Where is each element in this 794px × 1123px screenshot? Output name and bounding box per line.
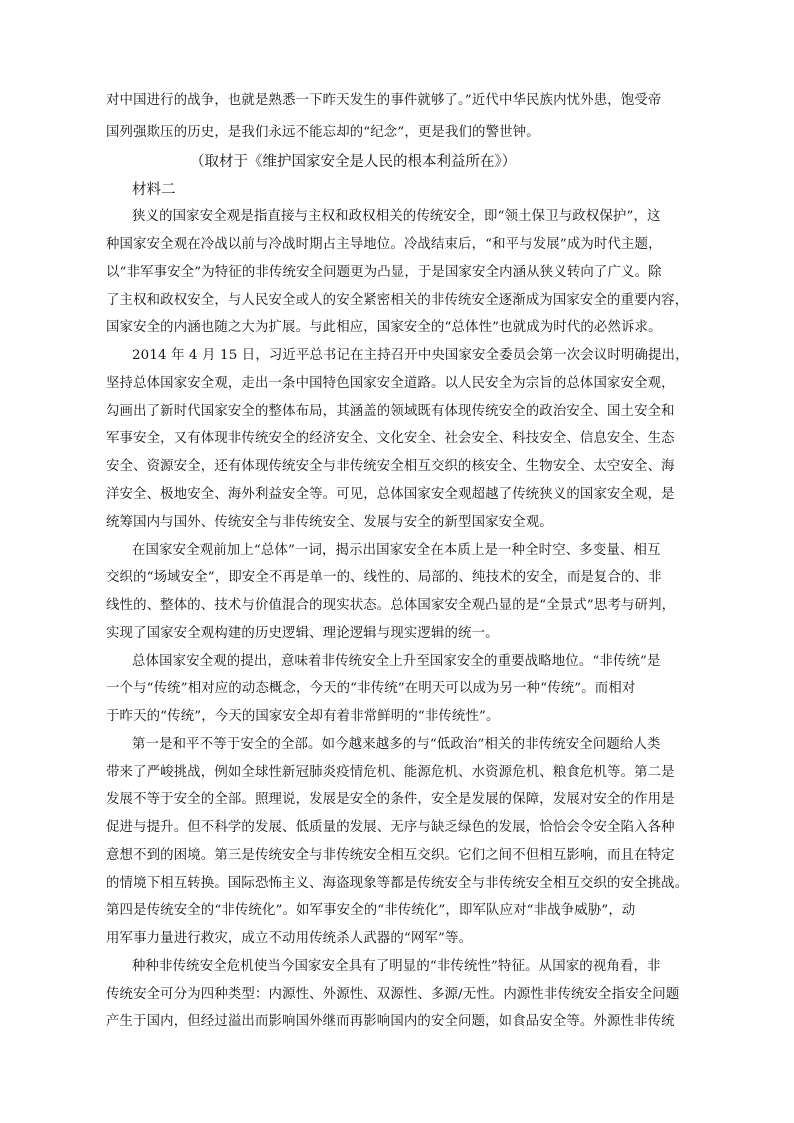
text-line: 线性的、整体的、技术与价值混合的现实状态。总体国家安全观凸显的是“全景式”思考与研判， xyxy=(106,598,676,613)
text-line: 在国家安全观前加上“总体”一词，揭示出国家安全在本质上是一种全时空、多变量、相互 xyxy=(132,543,661,558)
text-line: 对中国进行的战争，也就是熟悉一下昨天发生的事件就够了。”近代中华民族内忧外患，饱受帝 xyxy=(106,93,662,108)
text-line: 发展不等于安全的全部。照理说，发展是安全的条件，安全是发展的保障，发展对安全的作用是 xyxy=(106,792,675,807)
source-citation: （取材于《维护国家安全是人民的根本利益所在》） xyxy=(190,154,517,170)
text-line: 传统安全可分为四种类型：内源性、外源性、双源性、多源/无性。内源性非传统安全指安全问题 xyxy=(106,987,680,1002)
text-line: 安全、资源安全，还有体现传统安全与非传统安全相互交织的核安全、生物安全、太空安全、海 xyxy=(106,459,675,474)
text-line: 勾画出了新时代国家安全的整体布局，其涵盖的领域既有体现传统安全的政治安全、国土安全和 xyxy=(106,404,675,419)
section-heading: 材料二 xyxy=(132,182,176,198)
text-line: 于昨天的“传统”，今天的国家安全却有着非常鲜明的“非传统性”。 xyxy=(106,709,500,724)
text-line: 一个与“传统”相对应的动态概念，今天的“非传统”在明天可以成为另一种“传统”。而相对 xyxy=(106,681,636,696)
text-line: 用军事力量进行救灾，成立不动用传统杀人武器的“网军”等。 xyxy=(106,931,473,946)
text-line: 意想不到的困境。第三是传统安全与非传统安全相互交织。它们之间不但相互影响，而且在特定 xyxy=(106,848,675,863)
text-line: 坚持总体国家安全观，走出一条中国特色国家安全道路。以人民安全为宗旨的总体国家安全观， xyxy=(106,376,675,391)
text-line: 第一是和平不等于安全的全部。如今越来越多的与“低政治”相关的非传统安全问题给人类 xyxy=(132,737,661,752)
text-line: 带来了严峻挑战，例如全球性新冠肺炎疫情危机、能源危机、水资源危机、粮食危机等。第二是 xyxy=(106,765,675,780)
text-line: 以“非军事安全”为特征的非传统安全问题更为凸显，于是国家安全内涵从狭义转向了广义。除 xyxy=(106,265,662,280)
text-line: 2014 年 4 月 15 日，习近平总书记在主持召开中央国家安全委员会第一次会议时明确提出， xyxy=(132,348,689,363)
text-line: 国家安全的内涵也随之大为扩展。与此相应，国家安全的“总体性”也就成为时代的必然诉求。 xyxy=(106,320,662,335)
text-line: 的情境下相互转换。国际恐怖主义、海盗现象等都是传统安全与非传统安全相互交织的安全挑战。 xyxy=(106,876,689,891)
text-line: 总体国家安全观的提出，意味着非传统安全上升至国家安全的重要战略地位。“非传统”是 xyxy=(132,654,661,669)
text-line: 统筹国内与国外、传统安全与非传统安全、发展与安全的新型国家安全观。 xyxy=(106,515,553,530)
text-line: 实现了国家安全观构建的历史逻辑、理论逻辑与现实逻辑的统一。 xyxy=(106,626,499,641)
text-line: 交织的“场域安全”，即安全不再是单一的、线性的、局部的、纯技术的安全，而是复合的、非 xyxy=(106,570,662,585)
text-line: 了主权和政权安全，与人民安全或人的安全紧密相关的非传统安全逐渐成为国家安全的重要内容， xyxy=(106,293,689,308)
text-line: 种种非传统安全危机使当今国家安全具有了明显的“非传统性”特征。从国家的视角看，非 xyxy=(132,959,661,974)
text-line: 狭义的国家安全观是指直接与主权和政权相关的传统安全，即“领土保卫与政权保护”，这 xyxy=(132,209,661,224)
text-line: 种国家安全观在冷战以前与冷战时期占主导地位。冷战结束后，“和平与发展”成为时代主题， xyxy=(106,237,662,252)
text-line: 军事安全，又有体现非传统安全的经济安全、文化安全、社会安全、科技安全、信息安全、生态 xyxy=(106,431,675,446)
text-line: 第四是传统安全的“非传统化”。如军事安全的“非传统化”，即军队应对“非战争威胁”，动 xyxy=(106,903,636,918)
text-line: 国列强欺压的历史，是我们永远不能忘却的“纪念”，更是我们的警世钟。 xyxy=(106,125,540,140)
text-line: 洋安全、极地安全、海外利益安全等。可见，总体国家安全观超越了传统狭义的国家安全观，是 xyxy=(106,487,675,502)
text-line: 促进与提升。但不科学的发展、低质量的发展、无序与缺乏绿色的发展，恰恰会令安全陷入各种 xyxy=(106,820,675,835)
text-line: 产生于国内，但经过溢出而影响国外继而再影响国内的安全问题，如食品安全等。外源性非传统 xyxy=(106,1014,675,1029)
